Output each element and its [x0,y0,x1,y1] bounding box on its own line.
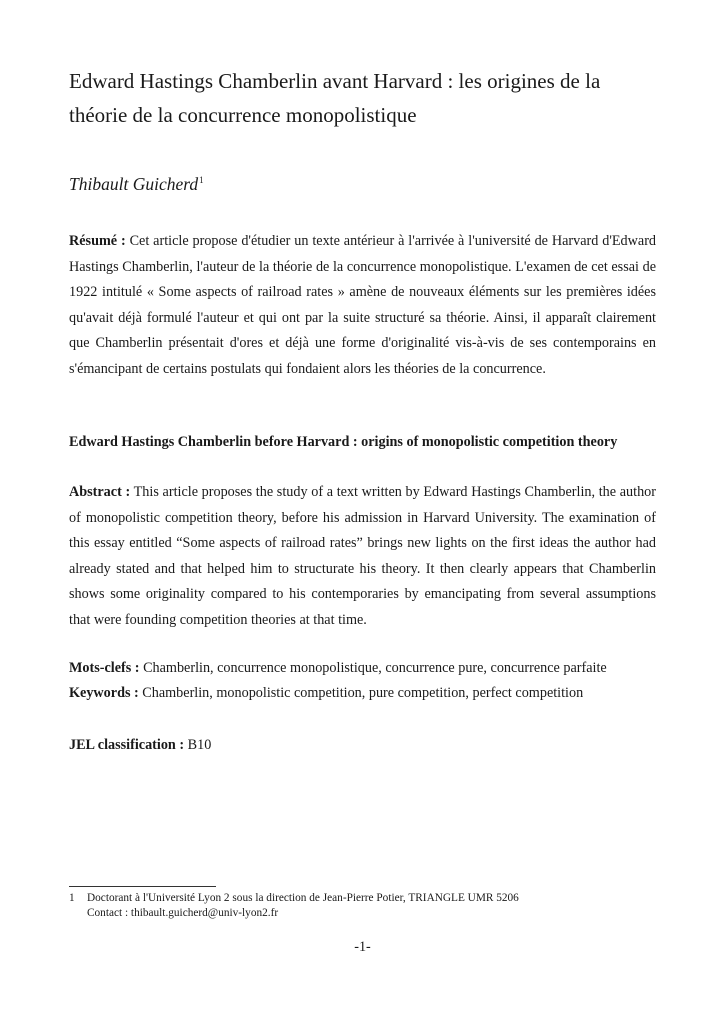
footnote-affiliation: Doctorant à l'Université Lyon 2 sous la direction de Jean-Pierre Potier, TRIANGLE UMR 5206 [87,892,519,904]
abstract-paragraph [69,480,656,634]
abstract-text: This article proposes the study of a text written by Edward Hastings Chamberlin, the author of monopolistic competition theory, before his admission in Harvard University. The examination of this essay entitled “Some aspects of railroad rates” brings new lights on the first ideas the author had already stated and that helped him to structurate his theory. It then clearly appears that Chamberlin shows some originality compared to his contemporaries by emancipating from several assumptions that were founding competition theories at that time. [69,484,656,628]
mots-clefs-text: Chamberlin, concurrence monopolistique, concurrence pure, concurrence parfaite [143,660,607,676]
author-name: Thibault Guicherd [69,174,199,194]
paper-title: Edward Hastings Chamberlin avant Harvard : les origines de la théorie de la concurrence monopolistique [69,69,601,127]
keywords-label: Keywords : [69,685,139,701]
author-line [69,168,204,196]
page-number: -1- [354,939,371,955]
footnote-number: 1 [69,892,75,904]
author-footnote-mark[interactable]: 1 [199,175,204,185]
mots-clefs-label: Mots-clefs : [69,660,140,676]
jel-text: B10 [187,737,212,753]
keywords-line [69,681,656,707]
resume-text: Cet article propose d'étudier un texte antérieur à l'arrivée à l'université de Harvard d'Edward Hastings Chamberlin, l'auteur de la théorie de la concurrence monopolistique. L'examen de cet essai de 1922 intitulé « Some aspects of railroad rates » amène de nouveaux éléments sur les premières idées qu'avait déjà formulé l'auteur et qui ont par la suite structuré sa théorie. Ainsi, il apparaît clairement que Chamberlin présentait d'ores et déjà une forme d'originalité vis-à-vis de ses contemporains en s'émancipant de certains postulats qui fondaient alors les théories de la concurrence. [69,233,657,377]
footnote [69,891,656,921]
jel-line [69,733,656,759]
mots-clefs-line [69,656,656,682]
jel-label: JEL classification : [69,737,185,753]
footnote-divider [69,886,216,887]
keywords-text: Chamberlin, monopolistic competition, pure competition, perfect competition [142,685,584,701]
resume-paragraph [69,229,656,383]
footnote-contact: Contact : thibault.guicherd@univ-lyon2.fr [87,907,279,919]
resume-label: Résumé : [69,233,126,249]
abstract-label: Abstract : [69,484,131,500]
english-title: Edward Hastings Chamberlin before Harvard : origins of monopolistic competition theory [69,434,618,450]
